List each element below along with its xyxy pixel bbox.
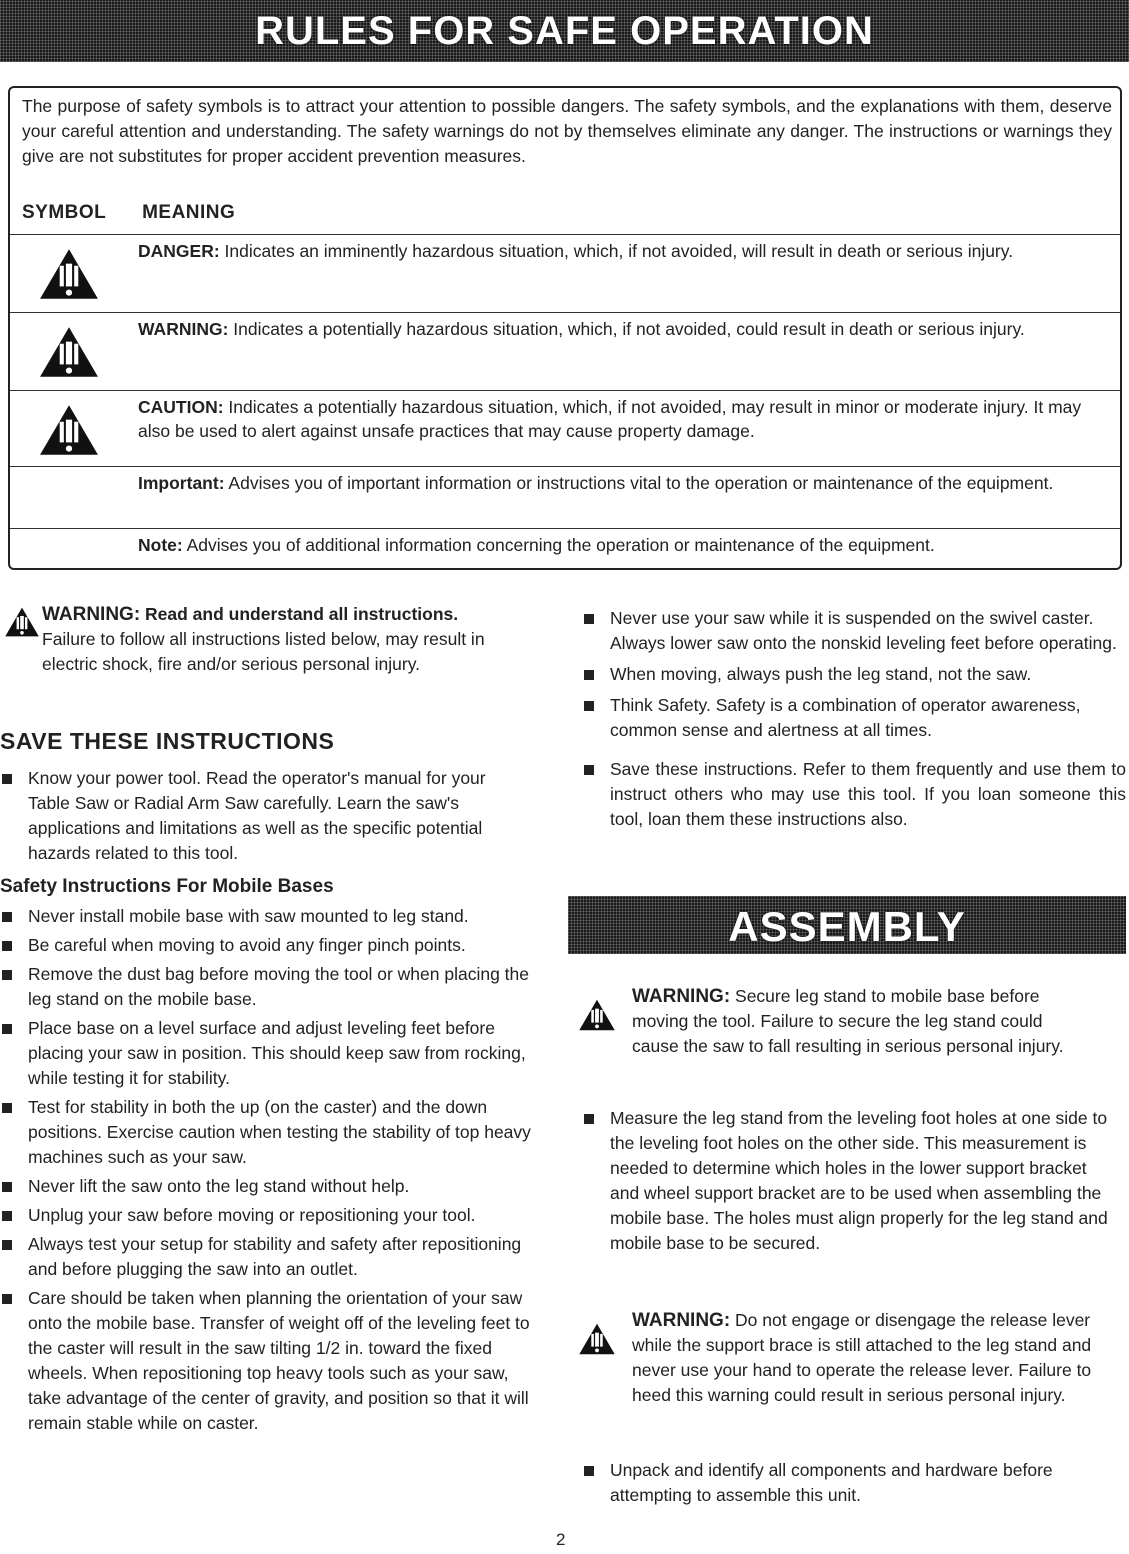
important-meaning: Important: Advises you of important information or instructions vital to the operation or maintenance of the equipment. [138, 473, 1054, 493]
mobile-bullets-list [0, 904, 536, 1436]
left-warning-text: Failure to follow all instructions listed below, may result in electric shock, fire and/or serious personal injury. [42, 629, 485, 674]
list-item: Never use your saw while it is suspended on the swivel caster. Always lower saw onto the nonskid leveling feet before operating. [582, 606, 1126, 656]
danger-meaning: DANGER: Indicates an imminently hazardous situation, which, if not avoided, will result in death or serious injury. [138, 241, 1014, 261]
right-bullets-list [582, 606, 1126, 832]
list-item: Care should be taken when planning the orientation of your saw onto the mobile base. Transfer of weight off of the leveling feet to the caster will result in the saw tilting 1/2 in. toward the fixed wheels. When repositioning top heavy tools such as your saw, take advantage of the center of gravity, and position so that it will remain stable while on caster. [0, 1286, 536, 1436]
list-item: Never lift the saw onto the leg stand without help. [0, 1174, 536, 1199]
list-item: Think Safety. Safety is a combination of operator awareness, common sense and alertness at all times. [582, 693, 1126, 743]
important-row [10, 466, 1120, 529]
meaning-column-header: MEANING [142, 202, 236, 223]
assembly-warning-2 [578, 1308, 1118, 1408]
save-instructions-heading: SAVE THESE INSTRUCTIONS [0, 728, 335, 754]
list-item: Be careful when moving to avoid any finger pinch points. [0, 933, 536, 958]
list-item: Unplug your saw before moving or repositioning your tool. [0, 1203, 536, 1228]
note-row [10, 528, 1120, 569]
list-item: Place base on a level surface and adjust leveling feet before placing your saw in position. This should keep saw from rocking, while testing it for stability. [0, 1016, 536, 1091]
list-item: Unpack and identify all components and hardware before attempting to assemble this unit. [582, 1458, 1112, 1508]
danger-alert-icon [38, 247, 100, 301]
page-title-banner [0, 0, 1129, 62]
left-warning-heading: WARNING: Read and understand all instructions. [42, 604, 459, 625]
assembly-warning-1 [578, 984, 1118, 1059]
save-bullet-block [0, 766, 530, 866]
unpack-bullet-block [582, 1458, 1112, 1508]
assembly-warning-2-text: WARNING: Do not engage or disengage the release lever while the support brace is still attached to the leg stand and never use your hand to operate the release lever. Failure to heed this warning could result in serious personal injury. [632, 1310, 1092, 1405]
mobile-bases-heading: Safety Instructions For Mobile Bases [0, 876, 334, 897]
list-item: Always test your setup for stability and safety after repositioning and before plugging the saw into an outlet. [0, 1232, 536, 1282]
safety-symbols-box [8, 86, 1122, 570]
warning-alert-icon [578, 998, 616, 1032]
list-item: Know your power tool. Read the operator's manual for your Table Saw or Radial Arm Saw carefully. Learn the saw's applications and limitations as well as the specific potential hazards related to this tool. [0, 766, 530, 866]
warning-alert-icon [38, 325, 100, 379]
measure-bullet-block [582, 1106, 1112, 1256]
assembly-banner [568, 896, 1126, 954]
caution-meaning: CAUTION: Indicates a potentially hazardous situation, which, if not avoided, may result in minor or moderate injury. It may also be used to alert against unsafe practices that may cause property damage. [138, 397, 1082, 441]
warning-alert-icon [4, 606, 40, 638]
left-warning [4, 602, 544, 677]
caution-row [10, 390, 1120, 467]
warning-row [10, 312, 1120, 391]
list-item: Test for stability in both the up (on the caster) and the down positions. Exercise caution when testing the stability of top heavy machines such as your saw. [0, 1095, 536, 1170]
list-item: Save these instructions. Refer to them frequently and use them to instruct others who may use this tool. If you loan someone this tool, loan them these instructions also. [582, 757, 1126, 832]
list-item: Measure the leg stand from the leveling foot holes at one side to the leveling foot holes on the other side. This measurement is needed to determine which holes in the lower support bracket and wheel support bracket are to be used when assembling the mobile base. The holes must align properly for the leg stand and mobile base to be secured. [582, 1106, 1112, 1256]
assembly-title: ASSEMBLY [728, 903, 966, 950]
warning-alert-icon [578, 1322, 616, 1356]
list-item: When moving, always push the leg stand, not the saw. [582, 662, 1126, 687]
list-item: Remove the dust bag before moving the tool or when placing the leg stand on the mobile base. [0, 962, 536, 1012]
page-title: RULES FOR SAFE OPERATION [255, 9, 874, 53]
symbols-intro: The purpose of safety symbols is to attract your attention to possible dangers. The safety symbols, and the explanations with them, deserve your careful attention and understanding. The safety warnings do not by themselves eliminate any danger. The instructions or warnings they give are not substitutes for proper accident prevention measures. [22, 96, 1112, 166]
symbol-column-header: SYMBOL [22, 202, 107, 223]
caution-alert-icon [38, 403, 100, 457]
note-meaning: Note: Advises you of additional information concerning the operation or maintenance of the equipment. [138, 535, 935, 555]
danger-row [10, 234, 1120, 313]
list-item: Never install mobile base with saw mounted to leg stand. [0, 904, 536, 929]
assembly-warning-1-text: WARNING: Secure leg stand to mobile base before moving the tool. Failure to secure the leg stand could cause the saw to fall resulting in serious personal injury. [632, 986, 1064, 1056]
symbols-header [22, 202, 265, 224]
warning-meaning: WARNING: Indicates a potentially hazardous situation, which, if not avoided, could result in death or serious injury. [138, 319, 1025, 339]
page-number: 2 [556, 1530, 566, 1549]
